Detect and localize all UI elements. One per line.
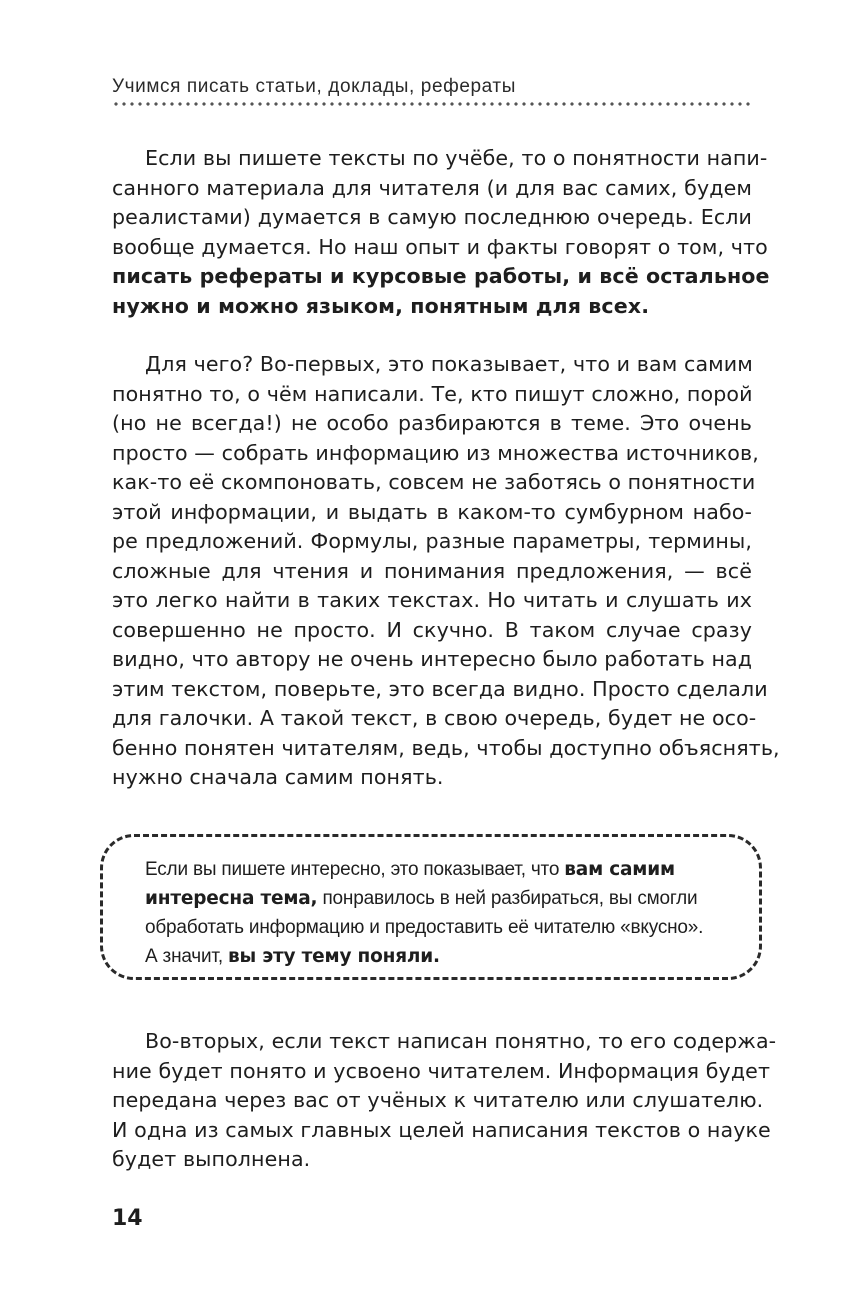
text-line: совершенно не просто. И скучно. В таком случае сразу	[112, 617, 752, 642]
callout-text-plain: обработать информацию и предоставить её читателю «вкусно».	[145, 917, 704, 938]
text-line: Во-вторых, если текст написан понятно, то его содержа-	[145, 1029, 777, 1053]
text-line: И одна из самых главных целей написания текстов о науке	[112, 1117, 771, 1142]
text-line: ре предложений. Формулы, разные параметры, термины,	[112, 529, 752, 553]
callout-text-bold: вы эту тему поняли.	[227, 946, 440, 967]
callout-text-plain: А значит,	[145, 946, 228, 967]
callout-line	[145, 942, 727, 971]
paragraph-first-reason	[112, 350, 780, 793]
text-line: реалистами) думается в самую последнюю очередь. Если	[112, 205, 752, 229]
page-number: 14	[112, 1206, 143, 1231]
text-line-emphasis: писать рефераты и курсовые работы, и всё остальное	[112, 264, 770, 288]
text-line: это легко найти в таких текстах. Но читать и слушать их	[112, 588, 752, 612]
paragraph-second-reason	[112, 1027, 777, 1175]
text-line: будет выполнена.	[112, 1147, 311, 1171]
callout-text-bold: вам самим	[564, 859, 675, 880]
text-line: для галочки. А такой текст, в свою очередь, будет не осо-	[112, 706, 757, 730]
text-line: бенно понятен читателям, ведь, чтобы доступно объяснять,	[112, 735, 780, 760]
text-line: сложные для чтения и понимания предложения, — всё	[112, 558, 752, 583]
text-line: ние будет понято и усвоено читателем. Информация будет	[112, 1058, 771, 1083]
callout-line	[145, 884, 727, 913]
callout-line	[145, 855, 727, 884]
callout-line	[145, 913, 727, 942]
paragraph-understandability	[112, 144, 770, 321]
text-line: вообще думается. Но наш опыт и факты говорят о том, что	[112, 234, 768, 259]
callout-text-plain: Если вы пишете интересно, это показывает, что	[145, 859, 565, 880]
callout-box	[100, 834, 762, 980]
running-head-title: Учимся писать статьи, доклады, рефераты	[112, 76, 516, 97]
text-line: как-то её скомпоновать, совсем не заботясь о понятности	[112, 470, 756, 494]
text-line: просто — собрать информацию из множества источников,	[112, 440, 759, 465]
callout-text	[145, 855, 727, 971]
text-line: этой информации, и выдать в каком-то сумбурном набо-	[112, 499, 752, 524]
text-line: нужно сначала самим понять.	[112, 765, 444, 789]
text-line: санного материала для читателя (и для вас самих, будем	[112, 175, 752, 200]
text-line-emphasis: нужно и можно языком, понятным для всех.	[112, 293, 650, 318]
header-dotted-rule	[112, 102, 752, 106]
text-line: видно, что автору не очень интересно было работать над	[112, 647, 753, 671]
text-line: (но не всегда!) не особо разбираются в теме. Это очень	[112, 411, 752, 435]
callout-text-plain: понравилось в ней разбираться, вы смогли	[317, 888, 698, 909]
callout-text-bold: интересна тема,	[145, 888, 318, 909]
text-line: Для чего? Во-первых, это показывает, что и вам самим	[145, 352, 753, 376]
text-line: этим текстом, поверьте, это всегда видно. Просто сделали	[112, 676, 768, 701]
text-line: Если вы пишете тексты по учёбе, то о понятности напи-	[145, 146, 768, 170]
text-line: понятно то, о чём написали. Те, кто пишут сложно, порой	[112, 381, 753, 406]
text-line: передана через вас от учёных к читателю или слушателю.	[112, 1088, 764, 1112]
